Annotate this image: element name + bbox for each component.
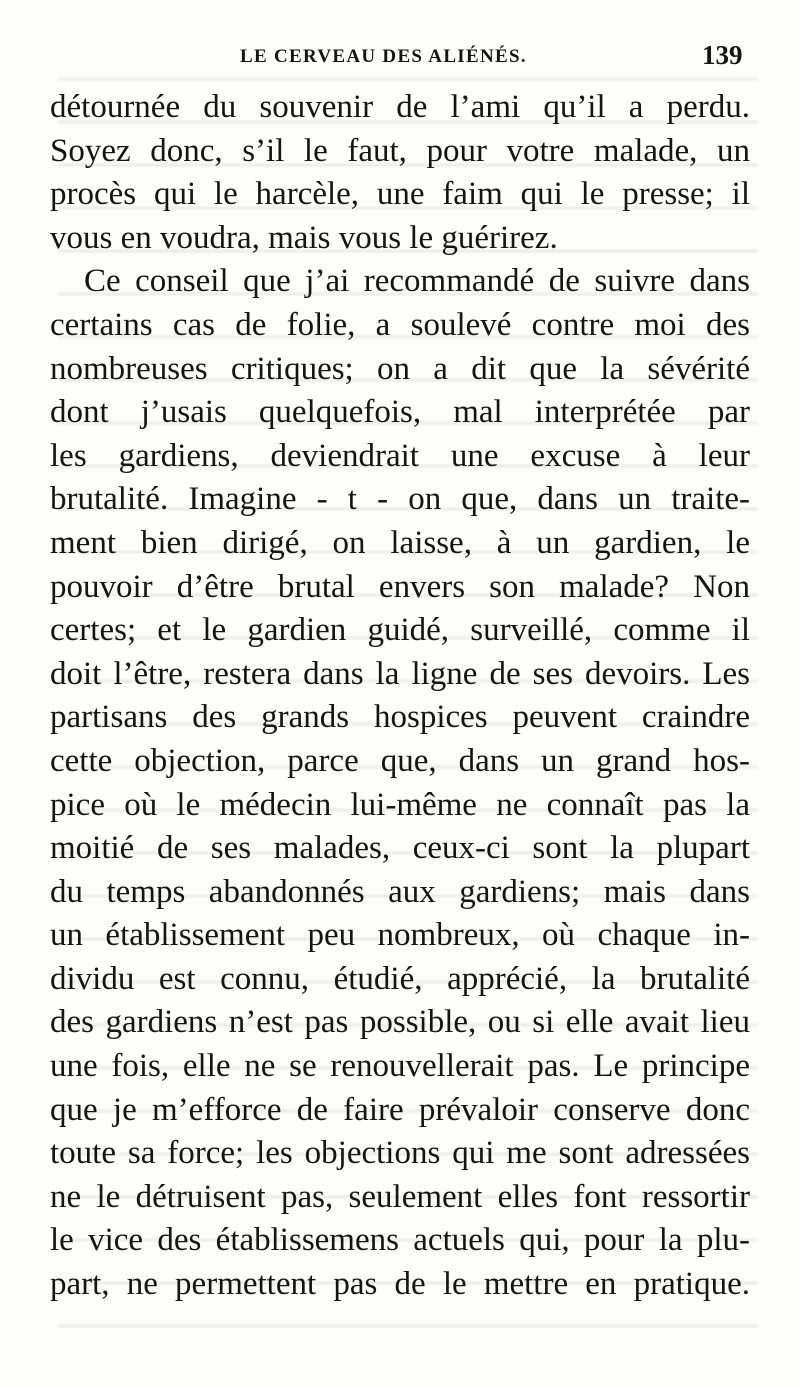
text-line: procès qui le harcèle, une faim qui le presse; il <box>50 176 750 213</box>
text-line: Soyez donc, s’il le faut, pour votre malade, un <box>50 132 750 169</box>
text-line: ne le détruisent pas, seulement elles font ressortir <box>50 1178 750 1215</box>
text-line: nombreuses critiques; on a dit que la sévérité <box>50 350 750 387</box>
text-line: part, ne permettent pas de le mettre en pratique. <box>50 1266 750 1303</box>
text-line: doit l’être, restera dans la ligne de ses devoirs. Les <box>50 655 750 692</box>
text-line: pice où le médecin lui-même ne connaît pas la <box>50 786 750 823</box>
text-line: un établissement peu nombreux, où chaque in- <box>50 917 750 954</box>
text-line-paragraph-start: Ce conseil que j’ai recommandé de suivre dans <box>84 263 750 300</box>
text-line: moitié de ses malades, ceux-ci sont la plupart <box>50 830 750 867</box>
text-line: du temps abandonnés aux gardiens; mais dans <box>50 873 750 910</box>
page-header <box>0 40 800 80</box>
text-line: une fois, elle ne se renouvellerait pas. Le principe <box>50 1048 750 1085</box>
text-line: brutalité. Imagine - t - on que, dans un traite- <box>50 481 750 518</box>
text-line: cette objection, parce que, dans un grand hos- <box>50 742 750 779</box>
text-line: ment bien dirigé, on laisse, à un gardien, le <box>50 524 750 561</box>
text-line: toute sa force; les objections qui me sont adressées <box>50 1135 750 1172</box>
text-line: dividu est connu, étudié, apprécié, la brutalité <box>50 960 750 997</box>
text-line: certes; et le gardien guidé, surveillé, comme il <box>50 612 750 649</box>
text-line: pouvoir d’être brutal envers son malade? Non <box>50 568 750 605</box>
page-number: 139 <box>702 40 743 70</box>
text-line: que je m’efforce de faire prévaloir conserve donc <box>50 1091 750 1128</box>
text-line: des gardiens n’est pas possible, ou si elle avait lieu <box>50 1004 750 1041</box>
text-line: détournée du souvenir de l’ami qu’il a perdu. <box>50 89 750 125</box>
text-line-paragraph-end: vous en voudra, mais vous le guérirez. <box>50 219 558 256</box>
text-line: les gardiens, deviendrait une excuse à leur <box>50 437 750 474</box>
text-line: certains cas de folie, a soulevé contre moi des <box>50 306 750 343</box>
running-title: LE CERVEAU DES ALIÉNÉS. <box>240 46 527 67</box>
text-line: dont j’usais quelquefois, mal interprétée par <box>50 394 750 431</box>
text-line: le vice des établissemens actuels qui, pour la plu- <box>50 1222 750 1259</box>
body-text <box>50 86 750 1307</box>
text-line: partisans des grands hospices peuvent craindre <box>50 699 750 736</box>
